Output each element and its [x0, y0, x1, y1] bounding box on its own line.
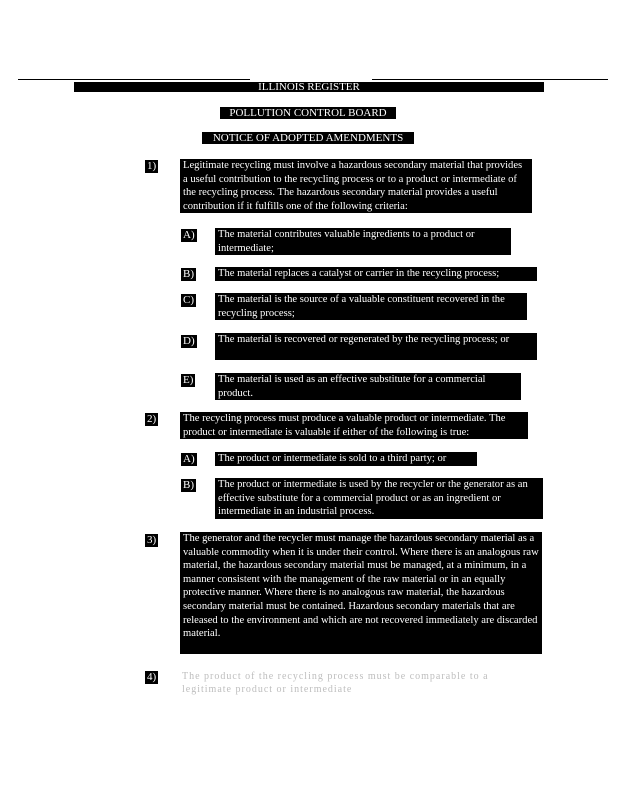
top-rule-left — [18, 79, 250, 80]
register-title: ILLINOIS REGISTER — [74, 82, 544, 92]
subitem-text: The material replaces a catalyst or carrier in the recycling process; — [215, 267, 537, 281]
subitem-text: The product or intermediate is sold to a third party; or — [215, 452, 477, 466]
item-text: Legitimate recycling must involve a hazardous secondary material that provides a useful contribution to the recycling process or to a product or intermediate of the recycling process. The hazardous secondary material provides a useful contribution if it fulfills one of the following criteria: — [180, 159, 532, 213]
subitem-text: The material contributes valuable ingredients to a product or intermediate; — [215, 228, 511, 255]
subitem-number: B) — [183, 268, 194, 280]
item-text: The generator and the recycler must manage the hazardous secondary material as a valuable commodity when it is under their control. Where there is an analogous raw material, the hazardous secondary material must be managed, at a minimum, in a manner consistent with the management of the raw material or in an equally protective manner. Where there is no analogous raw material, the hazardous secondary material must be contained. Hazardous secondary materials that are released to the environment and which are not recovered immediately are discarded material. — [180, 532, 542, 654]
subitem-number: D) — [183, 335, 195, 347]
subitem-text: The material is recovered or regenerated by the recycling process; or — [215, 333, 537, 360]
item-number: 2) — [147, 413, 157, 425]
subitem-number: A) — [183, 453, 195, 465]
top-rule-right — [372, 79, 608, 80]
subitem-number: C) — [183, 294, 194, 306]
subitem-text: The material is used as an effective substitute for a commercial product. — [215, 373, 521, 400]
item-number: 4) — [147, 671, 157, 683]
item-text-faint: The product of the recycling process must be comparable to a legitimate product or intermediate — [182, 671, 489, 695]
subitem-number: A) — [183, 229, 195, 241]
subitem-text: The product or intermediate is used by the recycler or the generator as an effective substitute for a commercial product or as an ingredient or intermediate in an industrial process. — [215, 478, 543, 519]
subitem-number: B) — [183, 479, 194, 491]
notice-title: NOTICE OF ADOPTED AMENDMENTS — [202, 132, 414, 144]
board-title: POLLUTION CONTROL BOARD — [220, 107, 396, 119]
subitem-number: E) — [183, 374, 194, 386]
item-number: 1) — [147, 160, 157, 172]
item-text: The recycling process must produce a valuable product or intermediate. The product or intermediate is valuable if either of the following is true: — [180, 412, 528, 439]
item-number: 3) — [147, 534, 157, 546]
subitem-text: The material is the source of a valuable constituent recovered in the recycling process; — [215, 293, 527, 320]
